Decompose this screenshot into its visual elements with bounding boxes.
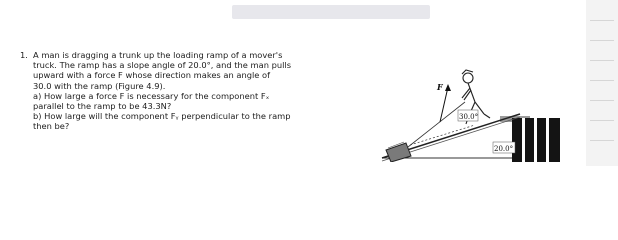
problem-text	[20, 50, 380, 132]
angle-20-label: 20.0°	[494, 145, 514, 153]
problem-number: 1.	[20, 50, 28, 60]
ramp-figure	[380, 62, 530, 162]
problem-line: parallel to the ramp to be 43.3N?	[33, 101, 172, 112]
problem-line: 30.0 with the ramp (Figure 4.9).	[33, 80, 166, 91]
problem-line: A man is dragging a trunk up the loading ramp of a mover's	[33, 50, 283, 60]
force-label: F	[437, 82, 443, 92]
problem-body	[33, 50, 380, 132]
trunk	[386, 143, 411, 162]
problem-line: a) How large a force F is necessary for the component Fₓ	[33, 90, 270, 101]
problem-line: upward with a force F whose direction makes an angle of	[33, 70, 271, 81]
angle-30-label: 30.0°	[459, 113, 479, 121]
top-band	[0, 0, 618, 40]
problem-line: b) How large will the component Fᵧ perpendicular to the ramp	[33, 111, 291, 122]
problem-line: truck. The ramp has a slope angle of 20.0°, and the man pulls	[33, 60, 292, 71]
problem-line: then be?	[33, 121, 70, 132]
force-arrowhead	[445, 84, 451, 91]
blurred-header	[232, 5, 430, 19]
right-edge-panel	[586, 0, 618, 166]
